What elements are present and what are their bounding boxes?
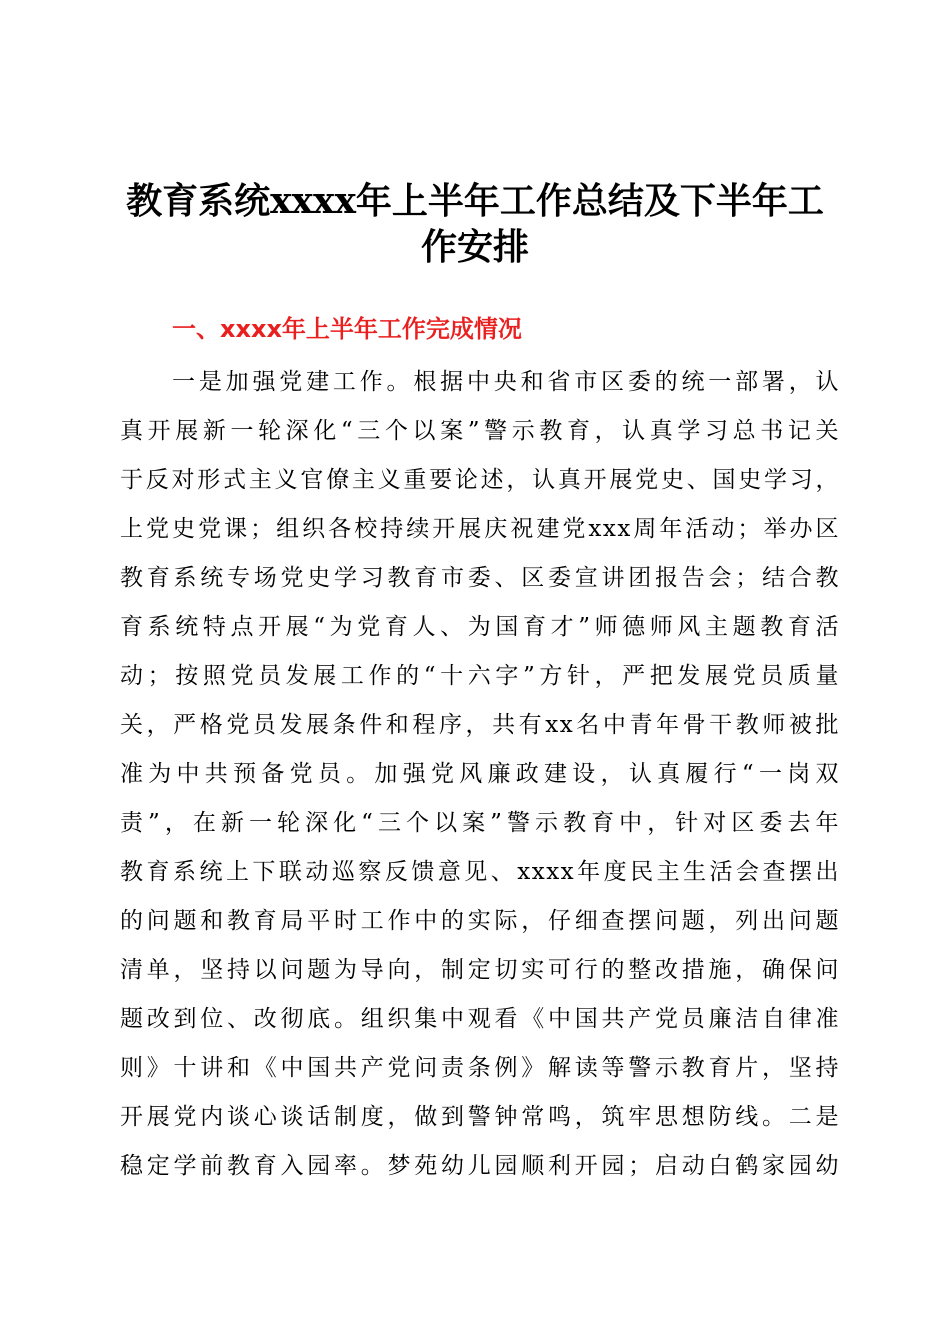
body-line: 准为中共预备党员。加强党风廉政建设，认真履行“一岗双 (120, 761, 840, 787)
body-line: 动；按照党员发展工作的“十六字”方针，严把发展党员质量 (120, 663, 840, 689)
body-line: 一是加强党建工作。根据中央和省市区委的统一部署，认 (172, 369, 840, 395)
body-line: 清单，坚持以问题为导向，制定切实可行的整改措施，确保问 (120, 957, 840, 983)
body-line: 题改到位、改彻底。组织集中观看《中国共产党员廉洁自律准 (120, 1006, 840, 1032)
body-line: 教育系统上下联动巡察反馈意见、xxxx年度民主生活会查摆出 (120, 859, 840, 885)
body-line: 真开展新一轮深化“三个以案”警示教育，认真学习总书记关 (120, 418, 840, 444)
body-line: 于反对形式主义官僚主义重要论述，认真开展党史、国史学习， (120, 467, 840, 493)
body-line: 育系统特点开展“为党育人、为国育才”师德师风主题教育活 (120, 614, 840, 640)
document-title (100, 178, 850, 270)
title-line-2: 作安排 (420, 226, 529, 268)
title-line-1: 教育系统xxxx年上半年工作总结及下半年工 (126, 180, 824, 222)
body-line: 责”，在新一轮深化“三个以案”警示教育中，针对区委去年 (120, 810, 840, 836)
body-line: 的问题和教育局平时工作中的实际，仔细查摆问题，列出问题 (120, 908, 840, 934)
body-line: 关，严格党员发展条件和程序，共有xx名中青年骨干教师被批 (120, 712, 840, 738)
body-line: 开展党内谈心谈话制度，做到警钟常鸣，筑牢思想防线。二是 (120, 1104, 840, 1130)
body-paragraph (120, 358, 840, 1191)
body-line: 则》十讲和《中国共产党问责条例》解读等警示教育片，坚持 (120, 1055, 840, 1081)
body-line: 稳定学前教育入园率。梦苑幼儿园顺利开园；启动白鹤家园幼 (120, 1153, 840, 1179)
section-heading: 一、xxxx年上半年工作完成情况 (172, 315, 522, 343)
body-line: 上党史党课；组织各校持续开展庆祝建党xxx周年活动；举办区 (120, 516, 840, 542)
body-line: 教育系统专场党史学习教育市委、区委宣讲团报告会；结合教 (120, 565, 840, 591)
